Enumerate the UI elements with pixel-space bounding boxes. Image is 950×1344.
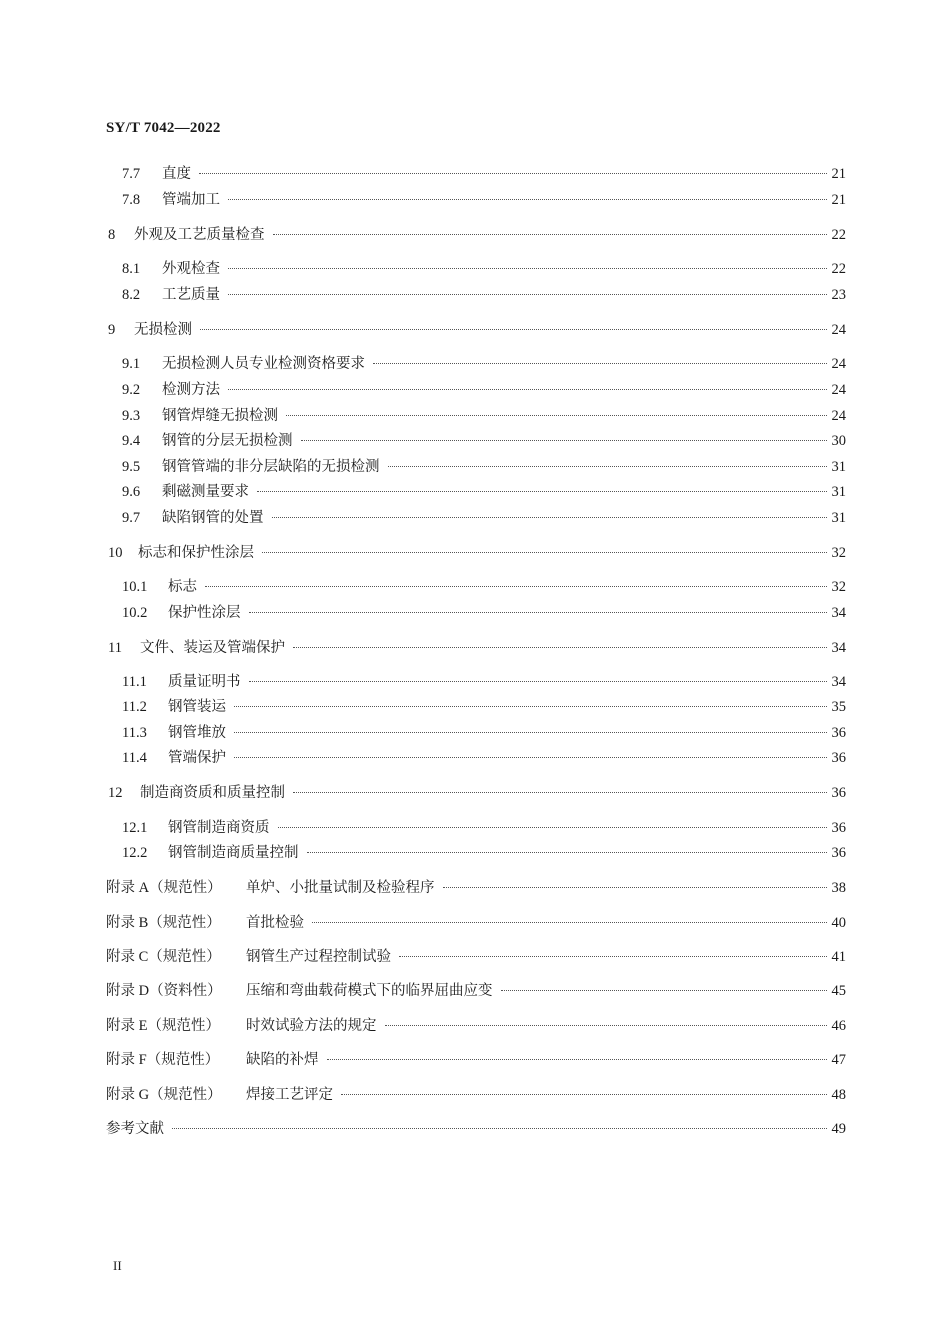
toc-entry[interactable] (106, 980, 846, 1002)
toc-entry-page: 36 (831, 845, 846, 861)
toc-entry-page: 46 (831, 1018, 846, 1034)
toc-entry-page: 24 (831, 322, 846, 338)
toc-entry-number: 9.5 (122, 459, 141, 475)
toc-entry[interactable] (106, 1049, 846, 1071)
toc-entry-number: 附录 C（规范性） (106, 949, 221, 965)
toc-entry-title: 钢管制造商质量控制 (168, 845, 299, 861)
toc-entry[interactable] (122, 842, 846, 864)
toc-entry-page: 36 (831, 725, 846, 741)
dot-leader (501, 989, 828, 991)
toc-entry-title: 无损检测人员专业检测资格要求 (162, 356, 365, 372)
toc-entry-page: 31 (831, 484, 846, 500)
toc-entry-number: 附录 B（规范性） (106, 915, 221, 931)
toc-entry-page: 30 (831, 433, 846, 449)
toc-entry-number: 9.3 (122, 408, 141, 424)
toc-entry-page: 38 (831, 880, 846, 896)
toc-entry-number: 11.1 (122, 674, 147, 690)
toc-entry-page: 34 (831, 605, 846, 621)
toc-entry-title: 直度 (162, 166, 191, 182)
toc-entry-title: 剩磁测量要求 (162, 484, 249, 500)
toc-entry[interactable] (122, 671, 846, 693)
toc-entry[interactable] (106, 946, 846, 968)
toc-entry-title: 钢管的分层无损检测 (162, 433, 293, 449)
dot-leader (327, 1058, 828, 1060)
dot-leader (228, 293, 827, 295)
toc-entry-number: 8.1 (122, 261, 141, 277)
toc-entry-title: 外观及工艺质量检查 (134, 227, 265, 243)
toc-entry-title: 钢管生产过程控制试验 (246, 949, 391, 965)
toc-entry-number: 10.1 (122, 579, 148, 595)
toc-entry-number: 7.7 (122, 166, 141, 182)
toc-entry[interactable] (122, 696, 846, 718)
toc-entry-title: 管端保护 (168, 750, 226, 766)
toc-entry-page: 32 (831, 579, 846, 595)
dot-leader (307, 851, 828, 853)
toc-entry-page: 35 (831, 699, 846, 715)
dot-leader (272, 516, 828, 518)
page-number: II (113, 1258, 122, 1273)
toc-entry[interactable] (108, 637, 846, 659)
toc-entry-number: 12 (108, 785, 123, 801)
toc-entry-title: 钢管制造商资质 (168, 820, 270, 836)
dot-leader (228, 388, 827, 390)
toc-entry-page: 36 (831, 820, 846, 836)
dot-leader (200, 328, 827, 330)
dot-leader (273, 233, 828, 235)
toc-entry-title: 首批检验 (246, 915, 304, 931)
dot-leader (341, 1093, 827, 1095)
toc-entry-title: 参考文献 (106, 1121, 164, 1137)
dot-leader (312, 921, 827, 923)
toc-entry-number: 11.4 (122, 750, 147, 766)
toc-entry-title: 压缩和弯曲载荷模式下的临界屈曲应变 (246, 983, 493, 999)
dot-leader (257, 490, 827, 492)
toc-entry[interactable] (108, 782, 846, 804)
dot-leader (234, 705, 827, 707)
dot-leader (249, 680, 828, 682)
dot-leader (388, 465, 828, 467)
toc-entry[interactable] (122, 481, 846, 503)
dot-leader (443, 886, 828, 888)
toc-entry[interactable] (122, 576, 846, 598)
toc-entry-page: 23 (831, 287, 846, 303)
toc-entry[interactable] (122, 507, 846, 529)
toc-entry[interactable] (106, 1084, 846, 1106)
toc-entry-page: 21 (831, 166, 846, 182)
toc-entry-number: 9 (108, 322, 116, 338)
toc-entry-page: 40 (831, 915, 846, 931)
toc-entry-number: 9.7 (122, 510, 141, 526)
toc-entry[interactable] (122, 379, 846, 401)
toc-entry-number: 附录 D（资料性） (106, 983, 222, 999)
toc-entry-title: 制造商资质和质量控制 (140, 785, 285, 801)
toc-entry-page: 22 (831, 261, 846, 277)
toc-entry[interactable] (122, 430, 846, 452)
toc-entry-page: 49 (831, 1121, 846, 1137)
toc-entry-number: 9.6 (122, 484, 141, 500)
toc-entry-number: 11 (108, 640, 122, 656)
toc-entry-page: 21 (831, 192, 846, 208)
toc-entry[interactable] (122, 456, 846, 478)
toc-entry-page: 47 (831, 1052, 846, 1068)
toc-entry[interactable] (122, 602, 846, 624)
dot-leader (199, 172, 827, 174)
toc-entry-number: 9.1 (122, 356, 141, 372)
toc-entry-title: 时效试验方法的规定 (246, 1018, 377, 1034)
toc-entry[interactable] (122, 258, 846, 280)
toc-entry-title: 单炉、小批量试制及检验程序 (246, 880, 435, 896)
toc-entry-title: 标志 (168, 579, 197, 595)
toc-entry-number: 8.2 (122, 287, 141, 303)
toc-entry[interactable] (106, 1015, 846, 1037)
toc-entry-page: 36 (831, 750, 846, 766)
toc-entry-title: 缺陷的补焊 (246, 1052, 319, 1068)
dot-leader (399, 955, 827, 957)
dot-leader (228, 267, 827, 269)
toc-entry-title: 工艺质量 (162, 287, 220, 303)
toc-entry-title: 保护性涂层 (168, 605, 241, 621)
toc-entry[interactable] (106, 912, 846, 934)
dot-leader (301, 439, 828, 441)
toc-entry-page: 31 (831, 510, 846, 526)
toc-entry-page: 48 (831, 1087, 846, 1103)
toc-entry-page: 34 (831, 674, 846, 690)
toc-entry-number: 9.2 (122, 382, 141, 398)
toc-entry-page: 22 (831, 227, 846, 243)
toc-entry[interactable] (122, 722, 846, 744)
document-code: SY/T 7042—2022 (106, 120, 221, 136)
dot-leader (205, 585, 827, 587)
dot-leader (286, 414, 827, 416)
toc-entry-number: 9.4 (122, 433, 141, 449)
toc-entry-page: 45 (831, 983, 846, 999)
toc-entry-title: 钢管堆放 (168, 725, 226, 741)
toc-entry-number: 12.2 (122, 845, 148, 861)
toc-entry-number: 附录 F（规范性） (106, 1052, 220, 1068)
toc-entry-title: 外观检查 (162, 261, 220, 277)
dot-leader (293, 646, 827, 648)
toc-entry-page: 34 (831, 640, 846, 656)
dot-leader (228, 198, 827, 200)
dot-leader (172, 1127, 827, 1129)
toc-entry[interactable] (106, 1118, 846, 1140)
toc-entry-title: 焊接工艺评定 (246, 1087, 333, 1103)
toc-entry[interactable] (122, 405, 846, 427)
toc-entry-title: 无损检测 (134, 322, 192, 338)
toc-entry-page: 24 (831, 382, 846, 398)
toc-entry-page: 31 (831, 459, 846, 475)
toc-entry[interactable] (122, 817, 846, 839)
toc-entry[interactable] (108, 224, 846, 246)
toc-entry-title: 管端加工 (162, 192, 220, 208)
toc-entry-number: 12.1 (122, 820, 148, 836)
toc-entry-title: 质量证明书 (168, 674, 241, 690)
toc-entry-title: 钢管焊缝无损检测 (162, 408, 278, 424)
dot-leader (278, 826, 828, 828)
toc-entry-number: 附录 G（规范性） (106, 1087, 222, 1103)
toc-entry[interactable] (108, 319, 846, 341)
toc-entry-number: 10.2 (122, 605, 148, 621)
toc-entry-title: 钢管管端的非分层缺陷的无损检测 (162, 459, 380, 475)
dot-leader (262, 551, 827, 553)
dot-leader (293, 791, 827, 793)
toc-entry-number: 附录 E（规范性） (106, 1018, 220, 1034)
toc-entry[interactable] (122, 163, 846, 185)
toc-entry-page: 36 (831, 785, 846, 801)
toc-entry[interactable] (122, 284, 846, 306)
dot-leader (373, 362, 827, 364)
toc-entry[interactable] (108, 542, 846, 564)
toc-entry-number: 11.3 (122, 725, 147, 741)
toc-entry-number: 8 (108, 227, 116, 243)
toc-entry[interactable] (122, 353, 846, 375)
toc-entry-page: 41 (831, 949, 846, 965)
toc-entry-title: 缺陷钢管的处置 (162, 510, 264, 526)
dot-leader (234, 731, 827, 733)
dot-leader (249, 611, 828, 613)
toc-entry-number: 附录 A（规范性） (106, 880, 222, 896)
toc-entry-page: 24 (831, 408, 846, 424)
toc-entry-title: 标志和保护性涂层 (138, 545, 254, 561)
toc-entry-page: 24 (831, 356, 846, 372)
toc-entry[interactable] (106, 877, 846, 899)
toc-entry-page: 32 (831, 545, 846, 561)
toc-entry-number: 10 (108, 545, 123, 561)
dot-leader (234, 756, 827, 758)
dot-leader (385, 1024, 828, 1026)
toc-entry-title: 钢管装运 (168, 699, 226, 715)
toc-entry[interactable] (122, 747, 846, 769)
toc-entry-number: 7.8 (122, 192, 141, 208)
toc-entry-number: 11.2 (122, 699, 147, 715)
toc-entry-title: 文件、装运及管端保护 (140, 640, 285, 656)
toc-entry[interactable] (122, 189, 846, 211)
toc-entry-title: 检测方法 (162, 382, 220, 398)
